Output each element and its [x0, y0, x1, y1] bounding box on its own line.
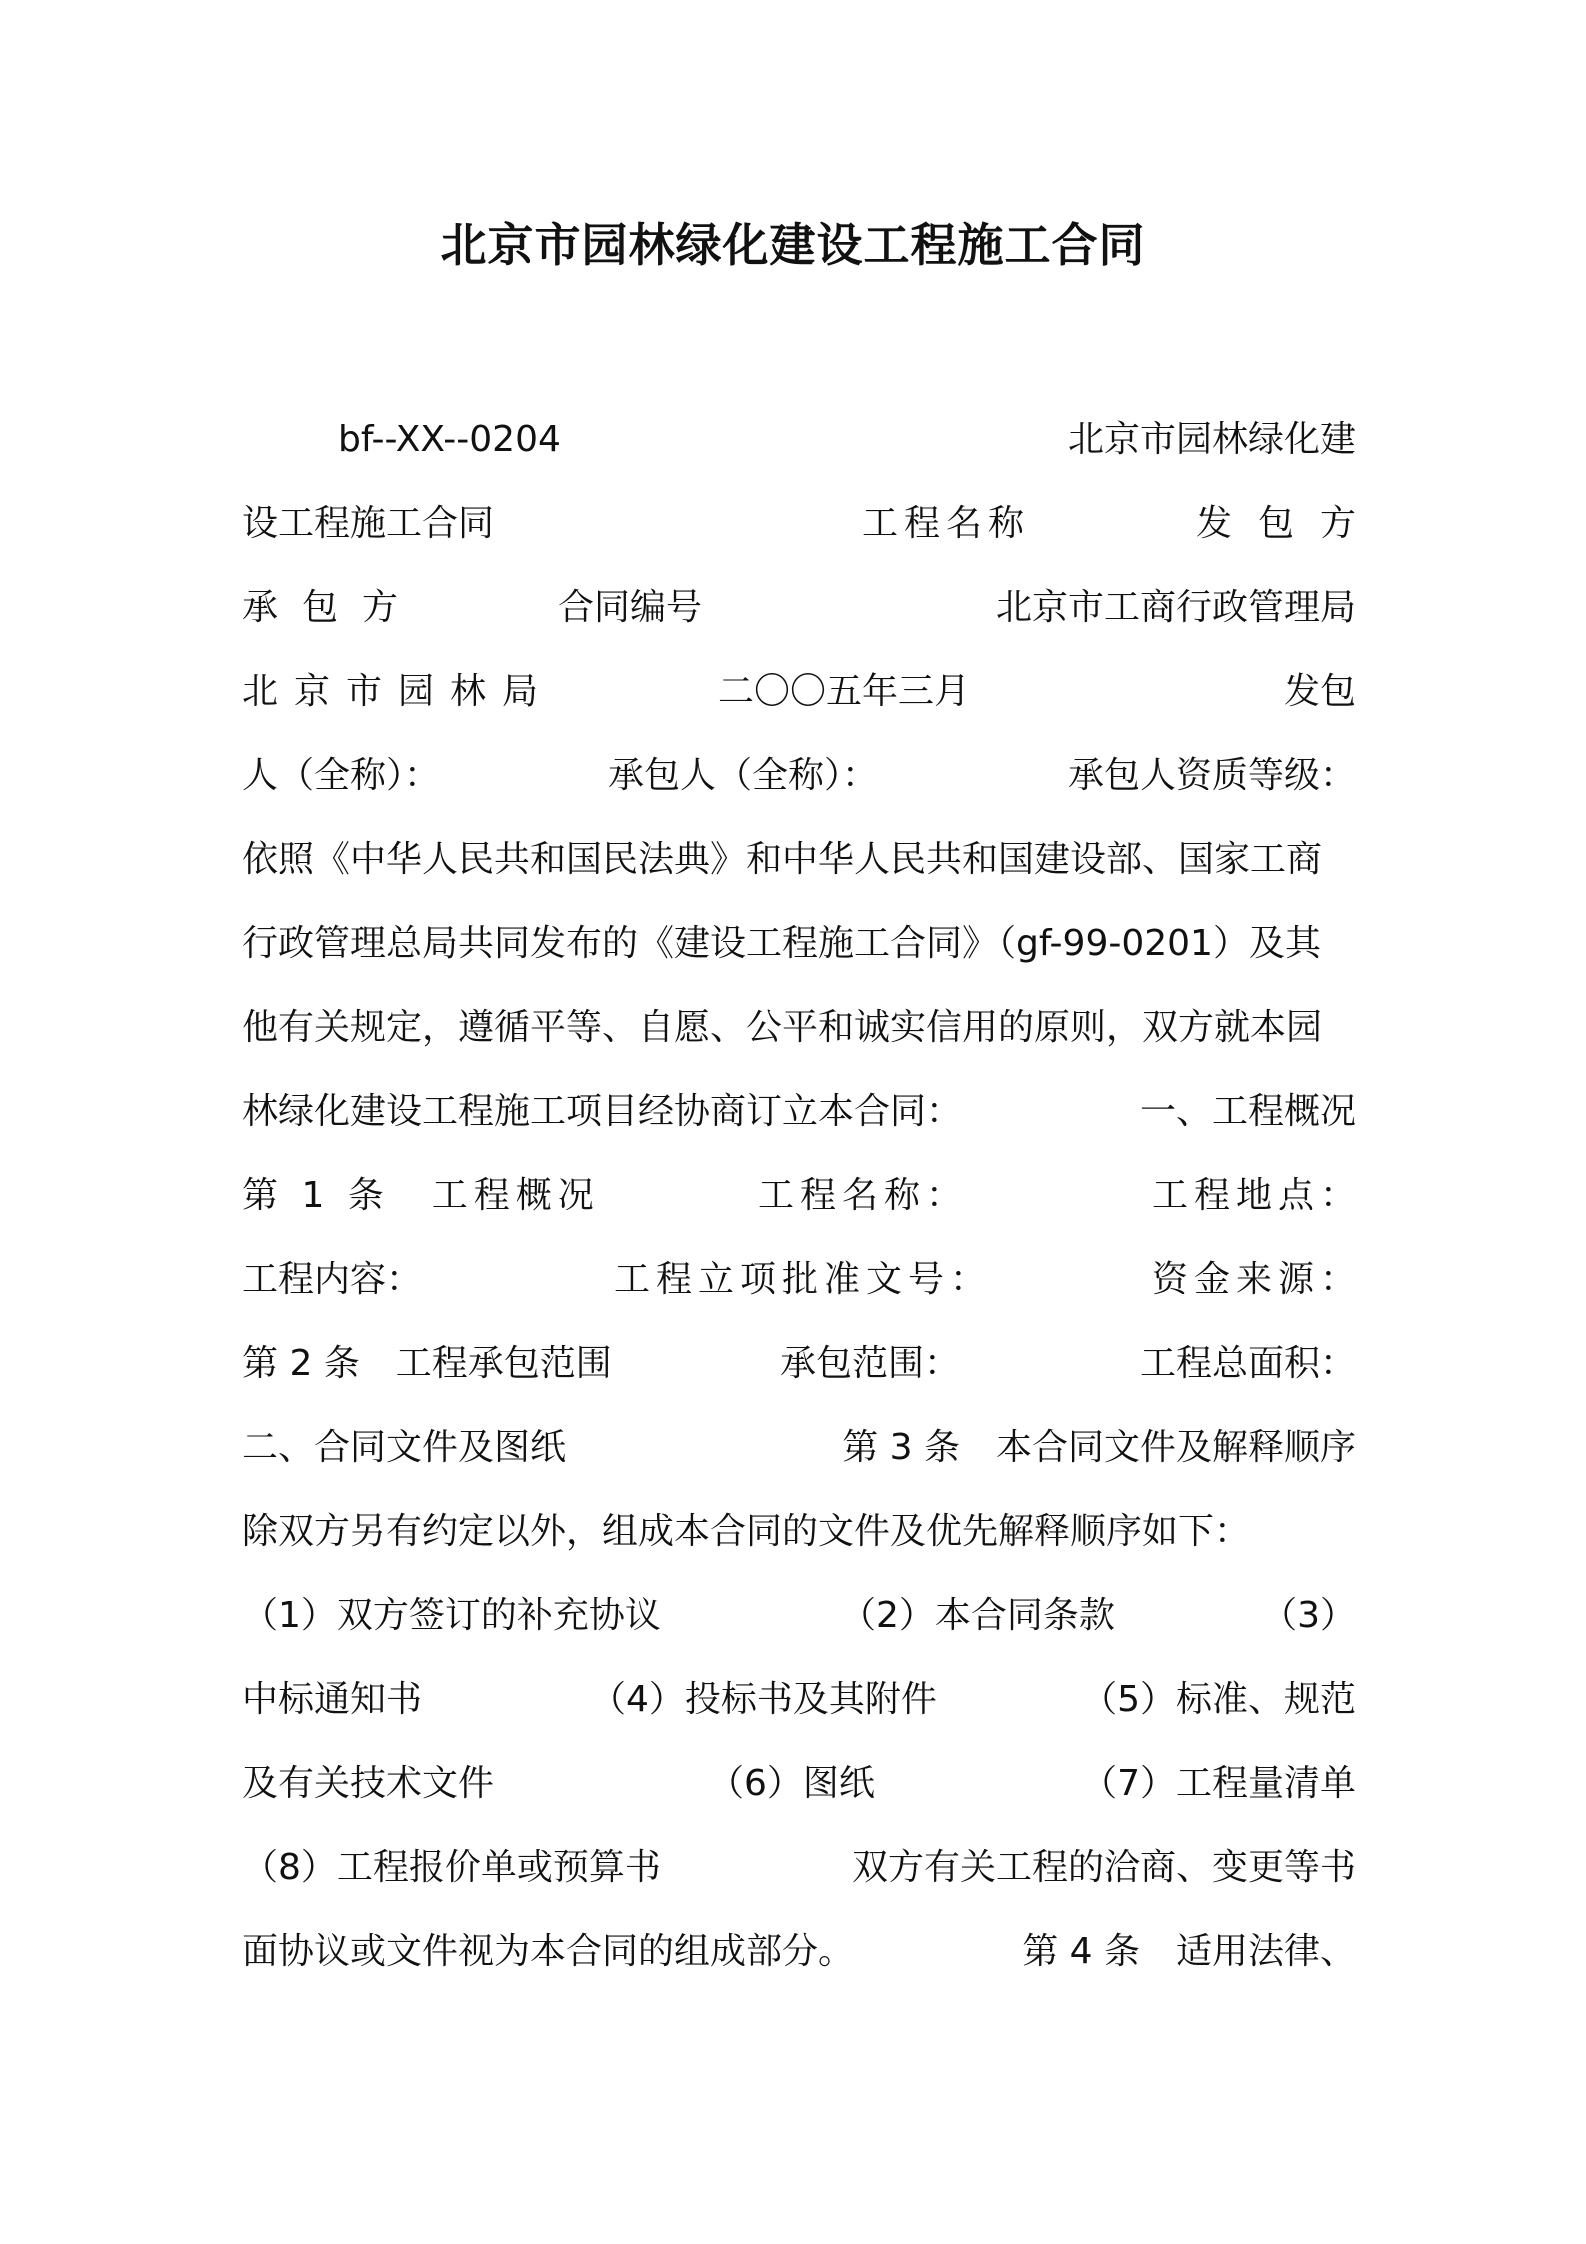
- list-item: （1）双方签订的补充协议: [242, 1595, 661, 1636]
- issuer-name: 北京市园林局: [242, 671, 555, 712]
- document-title: 北京市园林绿化建设工程施工合同: [440, 218, 1146, 272]
- text-line: [242, 734, 1356, 818]
- field-label-contractor-qualification: 承包人资质等级：: [1067, 755, 1356, 796]
- article-heading: 第 2 条 工程承包范围: [242, 1343, 612, 1384]
- text-line: [242, 902, 1356, 986]
- text-line: [242, 1238, 1362, 1322]
- text-segment: 发包: [1283, 671, 1356, 712]
- text-line: [242, 818, 1356, 902]
- text-line: [242, 566, 1356, 650]
- paragraph-text: 双方有关工程的洽商、变更等书: [851, 1847, 1356, 1888]
- field-label-project-location: 工程地点：: [1151, 1175, 1362, 1216]
- field-label-approval-number: 工程立项批准文号：: [614, 1259, 993, 1300]
- list-item: （8）工程报价单或预算书: [242, 1847, 661, 1888]
- article-heading: 第 4 条 适用法律、: [1022, 1931, 1356, 1972]
- paragraph-text: 林绿化建设工程施工项目经协商订立本合同：: [242, 1091, 963, 1132]
- text-line: [242, 482, 1382, 566]
- paragraph-text: 面协议或文件视为本合同的组成部分。: [242, 1931, 855, 1972]
- text-line: [242, 1406, 1356, 1490]
- text-line: [242, 1070, 1356, 1154]
- list-item: （2）本合同条款: [840, 1595, 1115, 1636]
- list-item: （5）标准、规范: [1081, 1679, 1356, 1720]
- text-line: [242, 986, 1356, 1070]
- text-line: [242, 1742, 1356, 1826]
- field-label-project-name: 工程名称：: [758, 1175, 969, 1216]
- field-label-contract-number: 合同编号: [558, 587, 703, 628]
- text-line: [242, 1910, 1356, 1994]
- section-heading: 二、合同文件及图纸: [242, 1427, 567, 1468]
- text-line: [242, 1574, 1356, 1658]
- field-label-employer: 发包方: [1195, 503, 1382, 544]
- issue-date: 二〇〇五年三月: [718, 671, 971, 712]
- field-label-employer-fullname: 人（全称）：: [242, 755, 441, 796]
- field-label-project-name: 工程名称: [862, 503, 1031, 544]
- paragraph-text: 除双方另有约定以外，组成本合同的文件及优先解释顺序如下：: [242, 1511, 1251, 1552]
- list-item: （7）工程量清单: [1081, 1763, 1356, 1804]
- field-label-contractor: 承包方: [242, 587, 423, 628]
- list-item: （3）: [1261, 1595, 1356, 1636]
- field-label-project-content: 工程内容：: [242, 1259, 423, 1300]
- article-heading: 第 3 条 本合同文件及解释顺序: [842, 1427, 1356, 1468]
- text-line: [242, 398, 1356, 482]
- list-item: （6）图纸: [708, 1763, 875, 1804]
- text-line: [242, 1322, 1356, 1406]
- paragraph-text: 行政管理总局共同发布的《建设工程施工合同》（gf-99-0201）及其: [242, 923, 1321, 964]
- text-line: [242, 1154, 1362, 1238]
- paragraph-text: 他有关规定，遵循平等、自愿、公平和诚实信用的原则，双方就本园: [242, 1007, 1323, 1048]
- issuer-name: 北京市工商行政管理局: [995, 587, 1356, 628]
- field-label-scope: 承包范围：: [780, 1343, 961, 1384]
- form-code: bf--XX--0204: [338, 419, 561, 460]
- text-line: [242, 1658, 1356, 1742]
- text-line: [242, 1490, 1356, 1574]
- text-line: [242, 650, 1356, 734]
- field-label-funding-source: 资金来源：: [1151, 1259, 1362, 1300]
- article-heading: 第 1 条 工程概况: [242, 1175, 600, 1216]
- list-item: （4）投标书及其附件: [590, 1679, 937, 1720]
- text-line: [242, 1826, 1356, 1910]
- field-label-contractor-fullname: 承包人（全称）：: [608, 755, 879, 796]
- field-label-total-area: 工程总面积：: [1139, 1343, 1356, 1384]
- paragraph-text: 依照《中华人民共和国民法典》和中华人民共和国建设部、国家工商: [242, 839, 1323, 880]
- list-item: 中标通知书: [242, 1679, 423, 1720]
- document-body: [242, 398, 1382, 1994]
- section-heading: 一、工程概况: [1139, 1091, 1356, 1132]
- text-segment: 设工程施工合同: [242, 503, 495, 544]
- list-item: 及有关技术文件: [242, 1763, 495, 1804]
- text-segment: 北京市园林绿化建: [1067, 419, 1356, 460]
